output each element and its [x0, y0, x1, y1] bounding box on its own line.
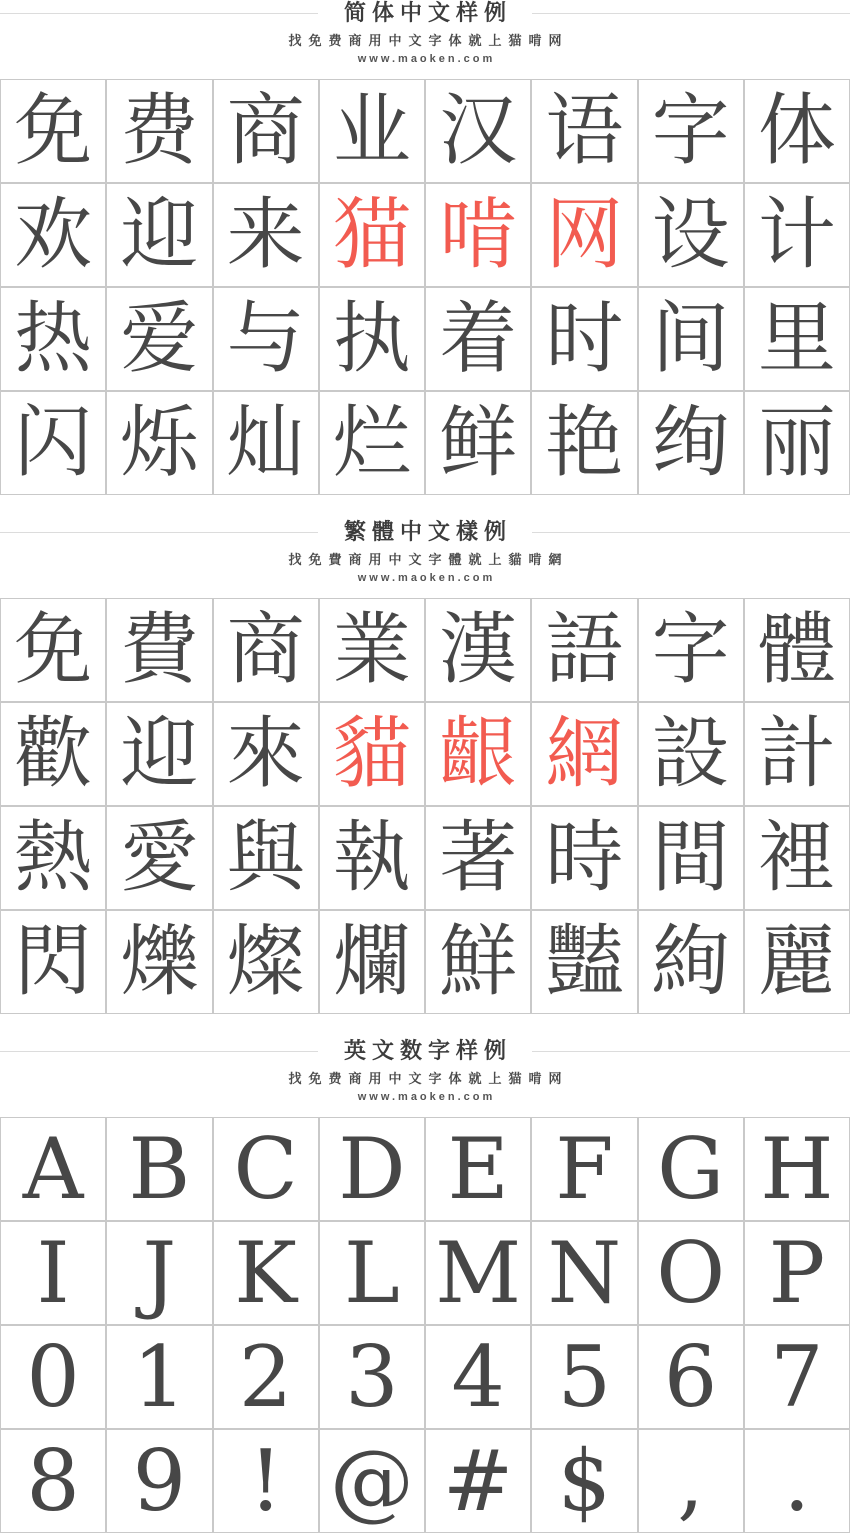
- glyph-cell: 啃: [425, 183, 531, 287]
- glyph-cell: 商: [213, 79, 319, 183]
- glyph-cell: 貓: [319, 702, 425, 806]
- glyph-cell: 6: [638, 1325, 744, 1429]
- glyph-cell: 计: [744, 183, 850, 287]
- glyph-cell: 着: [425, 287, 531, 391]
- glyph-cell: 愛: [106, 806, 212, 910]
- glyph-cell: @: [319, 1429, 425, 1533]
- glyph-cell: 7: [744, 1325, 850, 1429]
- glyph-cell: 迎: [106, 702, 212, 806]
- glyph-cell: 2: [213, 1325, 319, 1429]
- glyph-cell: 爛: [319, 910, 425, 1014]
- glyph-cell: O: [638, 1221, 744, 1325]
- glyph-cell: .: [744, 1429, 850, 1533]
- glyph-cell: 猫: [319, 183, 425, 287]
- glyph-cell: 语: [531, 79, 637, 183]
- glyph-cell: 间: [638, 287, 744, 391]
- glyph-cell: 来: [213, 183, 319, 287]
- section-title: 英文数字样例: [318, 1038, 532, 1064]
- glyph-cell: 執: [319, 806, 425, 910]
- glyph-cell: !: [213, 1429, 319, 1533]
- glyph-cell: 網: [531, 702, 637, 806]
- glyph-cell: 热: [0, 287, 106, 391]
- glyph-cell: F: [531, 1117, 637, 1221]
- glyph-cell: 時: [531, 806, 637, 910]
- glyph-cell: 業: [319, 598, 425, 702]
- glyph-cell: 里: [744, 287, 850, 391]
- glyph-cell: 业: [319, 79, 425, 183]
- glyph-cell: 歡: [0, 702, 106, 806]
- glyph-cell: 汉: [425, 79, 531, 183]
- glyph-cell: 免: [0, 598, 106, 702]
- glyph-cell: K: [213, 1221, 319, 1325]
- glyph-cell: 免: [0, 79, 106, 183]
- section-header: [0, 495, 850, 598]
- section-title: 繁體中文樣例: [318, 519, 532, 545]
- glyph-cell: 字: [638, 598, 744, 702]
- section-header: [0, 1014, 850, 1117]
- glyph-cell: 费: [106, 79, 212, 183]
- glyph-cell: 烁: [106, 391, 212, 495]
- glyph-cell: 齦: [425, 702, 531, 806]
- glyph-cell: $: [531, 1429, 637, 1533]
- section-traditional-chinese: [0, 495, 850, 1014]
- glyph-grid-simplified: [0, 79, 850, 495]
- glyph-cell: 执: [319, 287, 425, 391]
- glyph-cell: 燦: [213, 910, 319, 1014]
- glyph-cell: 鲜: [425, 391, 531, 495]
- glyph-cell: 設: [638, 702, 744, 806]
- section-subtitle: 找免费商用中文字体就上猫啃网: [288, 33, 569, 48]
- glyph-cell: 闪: [0, 391, 106, 495]
- section-url: www.maoken.com: [357, 1091, 496, 1103]
- glyph-cell: 4: [425, 1325, 531, 1429]
- glyph-cell: 丽: [744, 391, 850, 495]
- glyph-cell: 欢: [0, 183, 106, 287]
- glyph-cell: 与: [213, 287, 319, 391]
- glyph-cell: 体: [744, 79, 850, 183]
- glyph-cell: N: [531, 1221, 637, 1325]
- glyph-cell: 語: [531, 598, 637, 702]
- glyph-cell: 设: [638, 183, 744, 287]
- glyph-cell: 9: [106, 1429, 212, 1533]
- glyph-cell: 絢: [638, 910, 744, 1014]
- glyph-cell: L: [319, 1221, 425, 1325]
- glyph-cell: M: [425, 1221, 531, 1325]
- glyph-cell: 迎: [106, 183, 212, 287]
- glyph-cell: 网: [531, 183, 637, 287]
- glyph-cell: 鮮: [425, 910, 531, 1014]
- glyph-cell: D: [319, 1117, 425, 1221]
- glyph-cell: 來: [213, 702, 319, 806]
- glyph-cell: 0: [0, 1325, 106, 1429]
- glyph-cell: 爍: [106, 910, 212, 1014]
- section-title: 简体中文样例: [318, 0, 532, 26]
- section-url: www.maoken.com: [357, 572, 496, 584]
- glyph-cell: J: [106, 1221, 212, 1325]
- glyph-cell: ,: [638, 1429, 744, 1533]
- glyph-cell: H: [744, 1117, 850, 1221]
- glyph-cell: P: [744, 1221, 850, 1325]
- section-url: www.maoken.com: [357, 53, 496, 65]
- glyph-cell: 字: [638, 79, 744, 183]
- section-subtitle: 找免費商用中文字體就上貓啃網: [288, 552, 569, 567]
- glyph-cell: 麗: [744, 910, 850, 1014]
- glyph-grid-english-digits: [0, 1117, 850, 1533]
- glyph-cell: 5: [531, 1325, 637, 1429]
- glyph-cell: 熱: [0, 806, 106, 910]
- glyph-cell: I: [0, 1221, 106, 1325]
- glyph-cell: 8: [0, 1429, 106, 1533]
- section-header: [0, 0, 850, 79]
- section-subtitle: 找免费商用中文字体就上猫啃网: [288, 1071, 569, 1086]
- glyph-cell: A: [0, 1117, 106, 1221]
- glyph-cell: B: [106, 1117, 212, 1221]
- glyph-cell: 計: [744, 702, 850, 806]
- glyph-cell: 閃: [0, 910, 106, 1014]
- glyph-cell: 裡: [744, 806, 850, 910]
- glyph-cell: 3: [319, 1325, 425, 1429]
- glyph-cell: 艳: [531, 391, 637, 495]
- section-english-digits: [0, 1014, 850, 1533]
- glyph-cell: 間: [638, 806, 744, 910]
- glyph-cell: 體: [744, 598, 850, 702]
- glyph-cell: 著: [425, 806, 531, 910]
- glyph-cell: C: [213, 1117, 319, 1221]
- glyph-cell: 費: [106, 598, 212, 702]
- glyph-cell: 绚: [638, 391, 744, 495]
- glyph-cell: #: [425, 1429, 531, 1533]
- section-simplified-chinese: [0, 0, 850, 495]
- glyph-cell: 豔: [531, 910, 637, 1014]
- glyph-cell: 商: [213, 598, 319, 702]
- glyph-cell: 烂: [319, 391, 425, 495]
- glyph-cell: 漢: [425, 598, 531, 702]
- glyph-cell: 灿: [213, 391, 319, 495]
- glyph-grid-traditional: [0, 598, 850, 1014]
- glyph-cell: 與: [213, 806, 319, 910]
- glyph-cell: 1: [106, 1325, 212, 1429]
- glyph-cell: G: [638, 1117, 744, 1221]
- glyph-cell: 爱: [106, 287, 212, 391]
- glyph-cell: 时: [531, 287, 637, 391]
- glyph-cell: E: [425, 1117, 531, 1221]
